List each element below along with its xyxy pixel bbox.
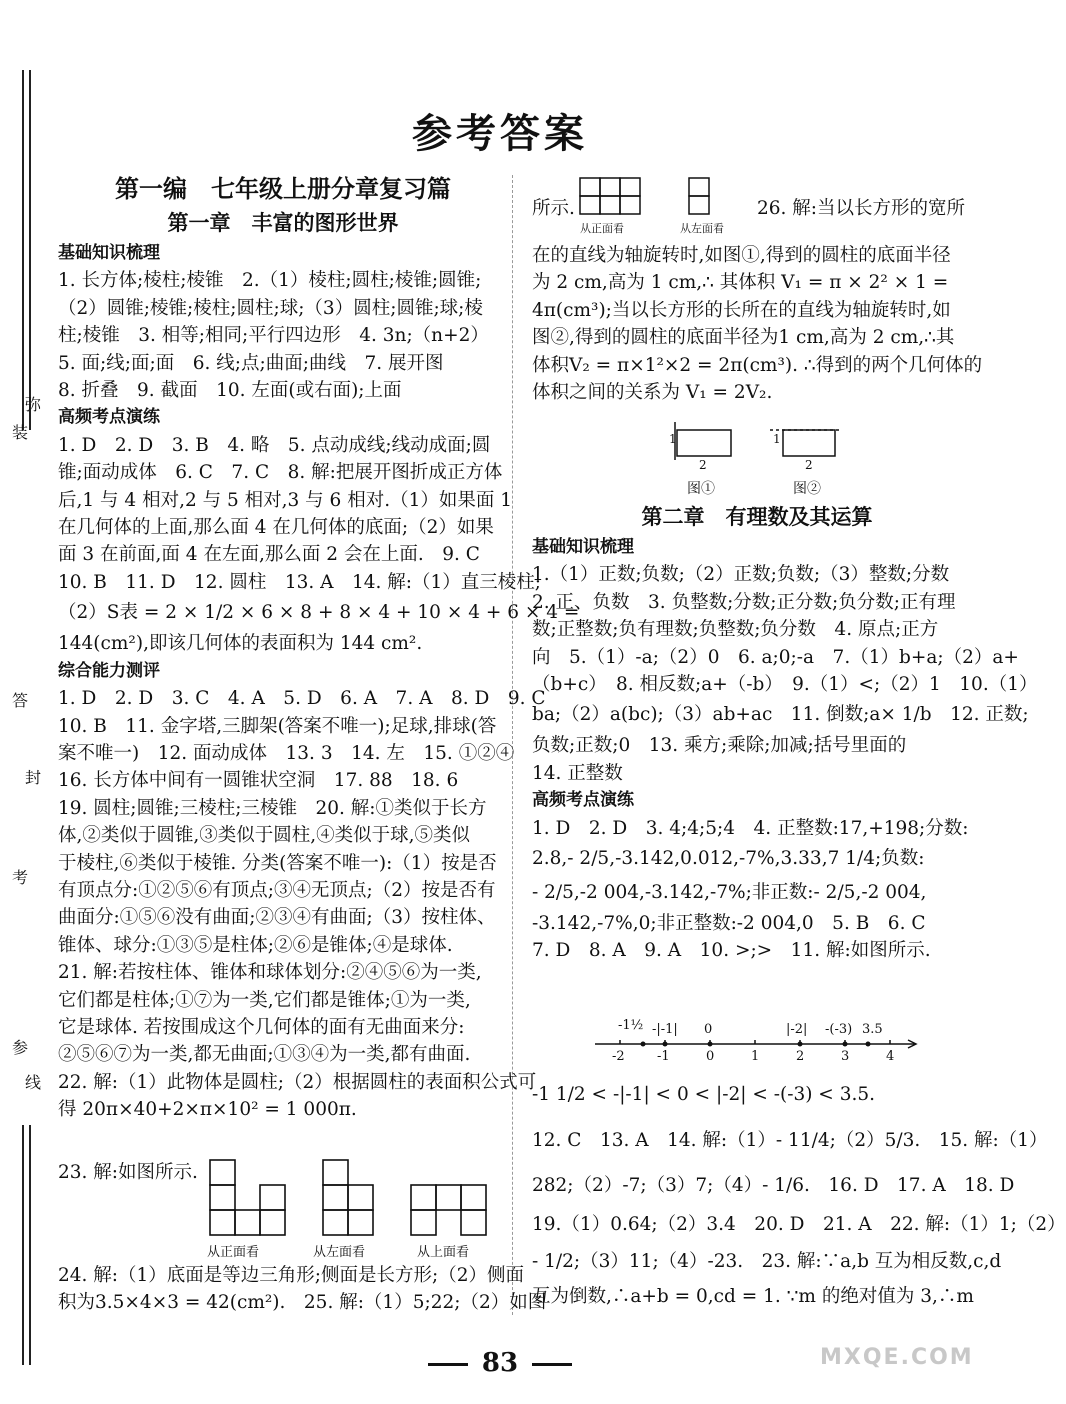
answer-line: 1. D 2. D 3. 4;4;5;4 4. 正整数:17,+198;分数: — [532, 817, 969, 839]
binding-char: 装 — [11, 423, 28, 442]
answer-line: 12. C 13. A 14. 解:（1）- 11/4;（2）5/3. 15. 解:（1） — [532, 1130, 1048, 1151]
point-label: -|-1| — [652, 1022, 678, 1037]
answer-line: 体,②类似于圆锥,③类似于圆柱,④类似于球,⑤类似 — [58, 825, 471, 847]
answer-line: 4π(cm³);当以长方形的长所在的直线为轴旋转时,如 — [532, 299, 951, 321]
point-label: 0 — [704, 1022, 713, 1037]
dash-right — [532, 1363, 572, 1366]
answer-line: 16. 长方体中间有一圆锥状空洞 17. 88 18. 6 — [58, 770, 459, 792]
answer-line: 1. D 2. D 3. C 4. A 5. D 6. A 7. A 8. D 9. C — [58, 688, 546, 710]
number-line — [590, 1018, 930, 1068]
answer-line: 有顶点分:①②⑤⑥有顶点;③④无顶点;（2）按是否有 — [58, 879, 496, 901]
view-caption: 从上面看 — [417, 1245, 470, 1260]
dimension-label: 2 — [699, 458, 707, 472]
answer-line: ②⑤⑥⑦为一类,都无曲面;①③④为一类,都有曲面. — [58, 1044, 471, 1066]
view-caption: 从左面看 — [680, 222, 724, 235]
answer-line: 得 20π×40+2×π×10² = 1 000π. — [58, 1099, 357, 1121]
answer-line: ba;（2）a(bc);（3）ab+ac 11. 倒数;a× 1/b 12. 正数; — [532, 704, 1029, 726]
answer-line: 1. D 2. D 3. B 4. 略 5. 点动成线;线动成面;圆 — [58, 434, 491, 456]
answer-line: （2）圆锥;棱锥;棱柱;圆柱;球;（3）圆柱;圆锥;球;棱 — [58, 297, 483, 319]
answer-text: 所示. — [532, 198, 575, 219]
point-label: -1½ — [618, 1018, 644, 1033]
answer-line: 10. B 11. D 12. 圆柱 13. A 14. 解:（1）直三棱柱; — [58, 571, 542, 593]
answer-line: 在的直线为轴旋转时,如图①,得到的圆柱的底面半径 — [532, 245, 951, 266]
right-column — [532, 500, 1038, 965]
tick-label: 1 — [751, 1049, 760, 1064]
view-caption: 从正面看 — [207, 1245, 260, 1260]
binding-char: 参 — [11, 1038, 28, 1057]
answer-line: 于棱柱,⑥类似于棱锥. 分类(答案不唯一):（1）按是否 — [58, 852, 497, 874]
answer-line: 14. 正整数 — [532, 762, 623, 784]
binding-char: 答 — [11, 691, 28, 710]
dimension-label: 1 — [773, 432, 781, 446]
answer-line: 负数;正数;0 13. 乘方;乘除;加减;括号里面的 — [532, 735, 907, 757]
page-title: 参考答案 — [412, 110, 588, 157]
answer-line: 19. 圆柱;圆锥;三棱柱;三棱锥 20. 解:①类似于长方 — [58, 797, 487, 819]
tick-label: 0 — [706, 1049, 715, 1064]
section-heading: 基础知识梳理 — [58, 243, 160, 263]
answer-line: 柱;棱锥 3. 相等;相同;平行四边形 4. 3n;（n+2） — [58, 325, 489, 347]
part-title: 第一编 七年级上册分章复习篇 — [115, 175, 451, 203]
answer-line: 曲面分:①⑤⑥没有曲面;②③④有曲面;（3）按柱体、 — [58, 907, 496, 929]
left-tail — [58, 1262, 547, 1317]
binding-char: 弥 — [24, 395, 41, 414]
answer-line: 后,1 与 4 相对,2 与 5 相对,3 与 6 相对.（1）如果面 1 — [58, 489, 512, 511]
left-view-svg — [687, 176, 717, 216]
answer-line: 10. B 11. 金字塔,三脚架(答案不唯一);足球,排球(答 — [58, 715, 497, 737]
answer-line: 144(cm²),即该几何体的表面积为 144 cm². — [58, 633, 423, 655]
answer-line: 向 5.（1）-a;（2）0 6. a;0;-a 7.（1）b+a;（2）a+ — [532, 646, 1019, 668]
answer-line: 7. D 8. A 9. A 10. >;> 11. 解:如图所示. — [532, 940, 931, 962]
answer-line: 1. 长方体;棱柱;棱锥 2.（1）棱柱;圆柱;棱锥;圆锥; — [58, 270, 482, 292]
tick-label: -1 — [657, 1049, 670, 1064]
answer-line: 为 2 cm,高为 1 cm,∴ 其体积 V₁ = π × 2² × 1 = — [532, 272, 949, 294]
answer-line: 282;（2）-7;（3）7;（4）- 1/6. 16. D 17. A 18. D — [532, 1175, 1015, 1196]
front-view-svg — [578, 176, 648, 216]
answer-line: -3.142,-7%,0;非正整数:-2 004,0 5. B 6. C — [532, 913, 926, 935]
dash-left — [428, 1363, 468, 1366]
answer-line: 锥体、球分:①③⑤是柱体;②⑥是锥体;④是球体. — [58, 934, 453, 956]
section-heading: 综合能力测评 — [58, 660, 160, 681]
q23-text: 23. 解:如图所示. — [58, 1162, 198, 1183]
tick-label: 4 — [886, 1049, 895, 1064]
tick-label: 3 — [841, 1049, 850, 1064]
answer-line: 它是球体. 若按围成这个几何体的面有无曲面来分: — [58, 1016, 465, 1038]
binding-char: 考 — [11, 868, 28, 887]
answer-line: 22. 解:（1）此物体是圆柱;（2）根据圆柱的表面积公式可 — [58, 1071, 537, 1093]
answer-line: 案不唯一) 12. 面动成体 13. 3 14. 左 15. ①②④ — [58, 742, 515, 764]
dimension-label: 2 — [805, 458, 813, 472]
answer-line: 面 3 在前面,面 4 在左面,那么面 2 会在上面. 9. C — [58, 544, 480, 566]
answer-line: 图②,得到的圆柱的底面半径为1 cm,高为 2 cm,∴其 — [532, 327, 955, 349]
answer-line: - 1/2;（3）11;（4）-23. 23. 解:∵a,b 互为相反数,c,d — [532, 1251, 1002, 1272]
section-heading: 高频考点演练 — [58, 407, 160, 428]
rotation-svg — [665, 420, 865, 470]
answer-line: 8. 折叠 9. 截面 10. 左面(或右面);上面 — [58, 380, 402, 402]
section-heading: 高频考点演练 — [532, 790, 634, 811]
answer-line: （2）S表 = 2 × 1/2 × 6 × 8 + 8 × 4 + 10 × 4 + 6 × 4 = — [58, 602, 580, 624]
chapter-title: 第一章 丰富的图形世界 — [167, 211, 399, 235]
answer-line: 积为3.5×4×3 = 42(cm²). 25. 解:（1）5;22;（2）如图 — [58, 1292, 547, 1314]
answer-line: 体积之间的关系为 V₁ = 2V₂. — [532, 382, 773, 404]
answer-line: 26. 解:当以长方形的宽所 — [757, 198, 966, 219]
three-views-figure — [205, 1155, 505, 1265]
chapter-title: 第二章 有理数及其运算 — [641, 505, 873, 529]
view-caption: 从正面看 — [580, 222, 624, 235]
answer-line: 1.（1）正数;负数;（2）正数;负数;（3）整数;分数 — [532, 564, 950, 586]
view-caption: 从左面看 — [313, 1245, 366, 1260]
right-column-b — [532, 1072, 1066, 1312]
answer-line: 2.8,- 2/5,-3.142,0.012,-7%,3.33,7 1/4;负数: — [532, 848, 925, 870]
tick-label: -2 — [612, 1049, 625, 1064]
page-number-text: 83 — [481, 1348, 519, 1378]
answer-line: -1 1/2 < -|-1| < 0 < |-2| < -(-3) < 3.5. — [532, 1084, 875, 1105]
answer-line: 2. 正、负数 3. 负整数;分数;正分数;负分数;正有理 — [532, 591, 956, 613]
answer-line: 数;正整数;负有理数;负整数;负分数 4. 原点;正方 — [532, 619, 939, 641]
answer-line: 在几何体的上面,那么面 4 在几何体的底面;（2）如果 — [58, 517, 494, 539]
watermark: MXQE.COM — [820, 1345, 974, 1370]
answer-line: 21. 解:若按柱体、锥体和球体划分:②④⑤⑥为一类, — [58, 962, 482, 984]
answer-line: - 2/5,-2 004,-3.142,-7%;非正数:- 2/5,-2 004, — [532, 882, 927, 904]
answer-line: 互为倒数,∴a+b = 0,cd = 1. ∵m 的绝对值为 3,∴m — [532, 1286, 974, 1307]
binding-char: 封 — [24, 768, 41, 787]
answer-line: 锥;面动成体 6. C 7. C 8. 解:把展开图折成正方体 — [58, 462, 503, 484]
dimension-label: 1 — [669, 432, 677, 446]
answer-line: 19.（1）0.64;（2）3.4 20. D 21. A 22. 解:（1）1;（2） — [532, 1214, 1066, 1235]
rotation-figures — [665, 420, 865, 500]
figure-label: 图① — [687, 481, 715, 497]
answer-line: 5. 面;线;面;面 6. 线;点;曲面;曲线 7. 展开图 — [58, 352, 444, 374]
binding-margin — [11, 70, 50, 1092]
q25-figure-row — [532, 176, 982, 236]
answer-line: 体积V₂ = π×1²×2 = 2π(cm³). ∴得到的两个几何体的 — [532, 354, 983, 376]
point-label: 3.5 — [862, 1022, 883, 1037]
answer-line: 它们都是柱体;①⑦为一类,它们都是锥体;①为一类, — [58, 989, 471, 1011]
point-label: |-2| — [786, 1022, 808, 1037]
binding-char: 线 — [24, 1073, 41, 1092]
tick-label: 2 — [796, 1049, 805, 1064]
right-q26 — [532, 242, 982, 406]
figure-label: 图② — [793, 481, 821, 497]
section-heading: 基础知识梳理 — [532, 537, 634, 557]
answer-line: （b+c） 8. 相反数;a+（-b） 9.（1）<;（2）1 10.（1） — [532, 674, 1038, 696]
point-label: -(-3) — [825, 1022, 853, 1037]
answer-line: 24. 解:（1）底面是等边三角形;侧面是长方形;（2）侧面 — [58, 1265, 525, 1286]
